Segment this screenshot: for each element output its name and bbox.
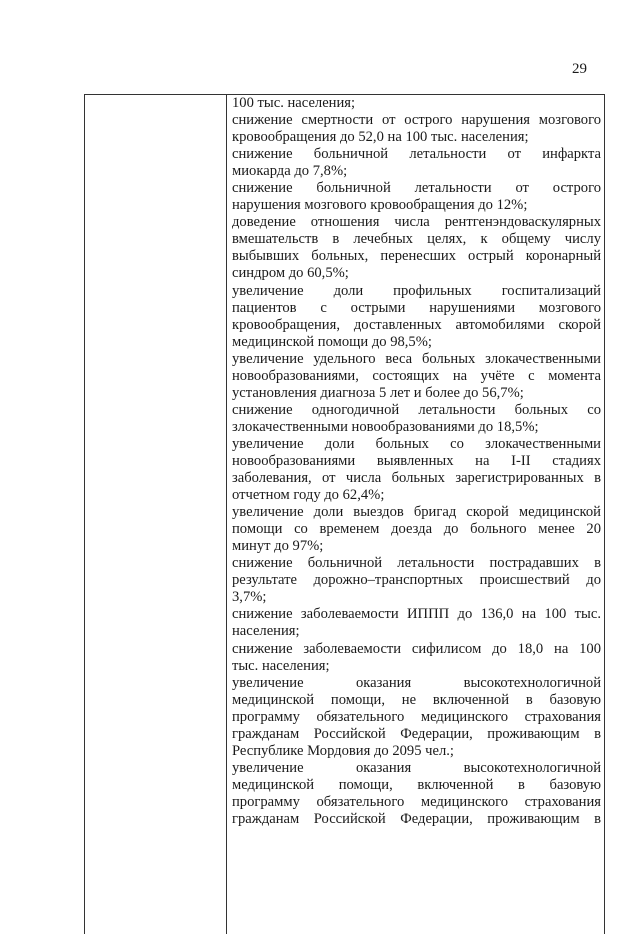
text-line: синдром до 60,5%; <box>232 265 349 282</box>
indicators-cell <box>232 95 601 828</box>
text-line: кровообращения до 52,0 на 100 тыс. населения; <box>232 129 529 146</box>
text-line: увеличение оказания высокотехнологичной <box>232 674 601 691</box>
text-line: 100 тыс. населения; <box>232 95 356 111</box>
text-line: снижение заболеваемости сифилисом до 18,0 на 100 <box>232 640 601 657</box>
text-line: новообразованиями, состоящих на учёте с момента <box>232 367 601 384</box>
text-line: результате дорожно–транспортных происшествий до <box>232 572 601 589</box>
text-line: увеличение доли выездов бригад скорой медицинской <box>232 504 601 521</box>
text-line: тыс. населения; <box>232 657 330 674</box>
text-line: кровообращения, доставленных автомобилями скорой <box>232 316 601 333</box>
text-line: вмешательств в лечебных целях, к общему числу <box>232 231 601 248</box>
text-line: помощи со временем доезда до больного менее 20 <box>232 521 601 538</box>
text-line: снижение больничной летальности от инфаркта <box>232 146 601 163</box>
text-line: снижение одногодичной летальности больных со <box>232 401 601 418</box>
text-line: снижение больничной летальности от острого <box>232 180 601 197</box>
column-divider <box>226 94 227 934</box>
text-line: увеличение доли больных со злокачественными <box>232 435 601 452</box>
text-line: гражданам Российской Федерации, проживающим в <box>232 725 601 742</box>
text-line: снижение больничной летальности пострадавших в <box>232 555 601 572</box>
text-line: выбывших больных, перенесших острый коронарный <box>232 248 601 265</box>
text-line: миокарда до 7,8%; <box>232 163 348 180</box>
text-line: заболевания, от числа больных зарегистрированных в <box>232 470 601 487</box>
text-line: нарушения мозгового кровообращения до 12%; <box>232 197 528 214</box>
text-line: злокачественными новообразованиями до 18,5%; <box>232 418 539 435</box>
text-line: увеличение оказания высокотехнологичной <box>232 759 601 776</box>
text-line: новообразованиями выявленных на I-II стадиях <box>232 452 601 469</box>
text-line: пациентов с острыми нарушениями мозгового <box>232 299 601 316</box>
text-line: Республике Мордовия до 2095 чел.; <box>232 742 454 759</box>
text-line: доведение отношения числа рентгенэндоваскулярных <box>232 214 601 231</box>
text-line: минут до 97%; <box>232 538 324 555</box>
text-line: увеличение удельного веса больных злокачественными <box>232 350 601 367</box>
text-line: медицинской помощи, не включенной в базовую <box>232 691 601 708</box>
text-line: снижение заболеваемости ИППП до 136,0 на 100 тыс. <box>232 606 601 623</box>
text-line: программу обязательного медицинского страхования <box>232 793 601 810</box>
text-line: программу обязательного медицинского страхования <box>232 708 601 725</box>
page-number: 29 <box>572 61 587 77</box>
text-line: гражданам Российской Федерации, проживающим в <box>232 810 601 827</box>
text-line: увеличение доли профильных госпитализаций <box>232 282 601 299</box>
text-line: отчетном году до 62,4%; <box>232 487 385 504</box>
text-line: 3,7%; <box>232 589 267 606</box>
text-line: медицинской помощи, включенной в базовую <box>232 776 601 793</box>
text-line: установления диагноза 5 лет и более до 56,7%; <box>232 384 524 401</box>
text-line: населения; <box>232 623 300 640</box>
text-line: медицинской помощи до 98,5%; <box>232 333 432 350</box>
text-line: снижение смертности от острого нарушения мозгового <box>232 112 601 129</box>
